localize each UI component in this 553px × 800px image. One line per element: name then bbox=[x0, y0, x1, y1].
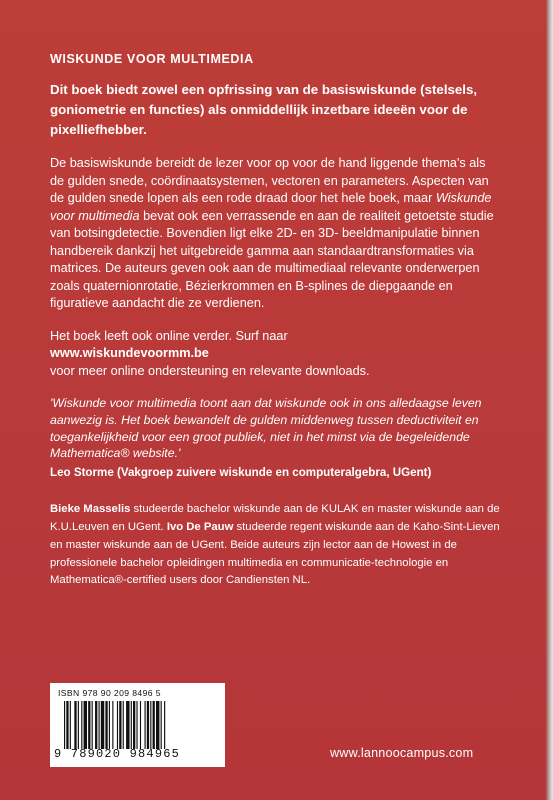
barcode-bar bbox=[101, 701, 104, 749]
barcode-bar bbox=[145, 701, 146, 749]
body-italic-title: Wiskunde voor multimedia bbox=[50, 191, 492, 223]
barcode-bar bbox=[136, 701, 137, 749]
author-bio bbox=[50, 501, 500, 590]
cover-edge bbox=[545, 0, 553, 800]
barcode-bar bbox=[112, 701, 113, 749]
barcode-bar bbox=[88, 701, 90, 749]
barcode-bar bbox=[105, 701, 107, 749]
lead-paragraph: Dit boek biedt zowel een opfrissing van de basiswiskunde (stelsels, goniometrie en functies) als onmiddellijk inzetbare ideeën voor de pixelliefhebber. bbox=[50, 82, 478, 137]
online-line-1: Het boek leeft ook online verder. Surf naar bbox=[50, 328, 288, 343]
author-1-name: Bieke Masselis bbox=[50, 503, 131, 516]
cover-text bbox=[50, 52, 500, 590]
barcode-bar bbox=[123, 701, 124, 749]
online-line-3: voor meer online ondersteuning en relevante downloads. bbox=[50, 363, 370, 378]
barcode-bar bbox=[131, 701, 132, 749]
quote-attribution: Leo Storme (Vakgroep zuivere wiskunde en computeralgebra, UGent) bbox=[50, 466, 432, 480]
barcode-digits: 9 789020 984965 bbox=[54, 747, 181, 761]
website-url: www.wiskundevoormm.be bbox=[50, 346, 209, 360]
barcode-bar bbox=[133, 701, 135, 749]
barcode-bar bbox=[74, 701, 76, 749]
barcode-bar bbox=[70, 701, 71, 749]
review-quote: 'Wiskunde voor multimedia toont aan dat wiskunde ook in ons alledaagse leven aanwezig is. Het boek bewandelt de gulden middenweg tussen deductiviteit en toegankelijkheid voor een groot publiek, niet in het minst via de begeleidende Mathematica® website.' bbox=[50, 396, 482, 461]
barcode-bar bbox=[109, 701, 110, 749]
barcode-bar bbox=[150, 701, 151, 749]
barcode-bar bbox=[95, 701, 97, 749]
barcode-bar bbox=[164, 701, 165, 749]
book-title: WISKUNDE VOOR MULTIMEDIA bbox=[50, 52, 254, 66]
barcode-bar bbox=[64, 701, 65, 749]
barcode-bar bbox=[66, 701, 68, 749]
body-paragraph bbox=[50, 155, 500, 313]
barcode-bar bbox=[92, 701, 93, 749]
barcode-bar bbox=[147, 701, 149, 749]
barcode-bar bbox=[126, 701, 129, 749]
barcode bbox=[50, 683, 225, 767]
barcode-bar bbox=[84, 701, 87, 749]
barcode-bar bbox=[78, 701, 79, 749]
barcode-bar bbox=[156, 701, 159, 749]
author-2-text: studeerde regent wiskunde aan de Kaho-Sint-Lieven en master wiskunde aan de UGent. Beide auteurs zijn lector aan de Howest in de professionele bachelor opleidingen multimedia en communicatie-technologie en Mathematica®-certified users door Candiensten NL. bbox=[50, 520, 500, 587]
barcode-bars bbox=[64, 701, 214, 749]
barcode-bar bbox=[140, 701, 141, 749]
barcode-bar bbox=[81, 701, 82, 749]
body-text-1: De basiswiskunde bereidt de lezer voor op voor de hand liggende thema's als de gulden snede, coördinaatsystemen, vectoren en parameters. Aspecten van de gulden snede lopen als een rode draad door het hele boek, maar bbox=[50, 156, 489, 205]
body-text-2: bevat ook een verrassende en aan de realiteit getoetste studie van botsingdetectie. Bovendien ligt elke 2D- en 3D- beeldmanipulatie binnen handbereik dankzij het uitgebreide gamma aan standaardtransformaties via matrices. De auteurs geven ook aan de multimediaal relevante onderwerpen zoals quaternionrotatie, Bézierkrommen en B-splines de diepgaande en figuratieve aandacht die ze verdienen. bbox=[50, 208, 494, 310]
barcode-bar bbox=[153, 701, 155, 749]
barcode-bar bbox=[161, 701, 162, 749]
barcode-bar bbox=[99, 701, 100, 749]
barcode-bar bbox=[119, 701, 121, 749]
isbn-label: ISBN 978 90 209 8496 5 bbox=[58, 688, 161, 698]
online-paragraph bbox=[50, 328, 500, 381]
author-1-text: studeerde bachelor wiskunde aan de KULAK en master wiskunde aan de K.U.Leuven en UGent. bbox=[50, 503, 500, 533]
barcode-bar bbox=[117, 701, 118, 749]
publisher-website: www.lannoocampus.com bbox=[330, 746, 474, 760]
author-2-name: Ivo De Pauw bbox=[166, 520, 234, 533]
